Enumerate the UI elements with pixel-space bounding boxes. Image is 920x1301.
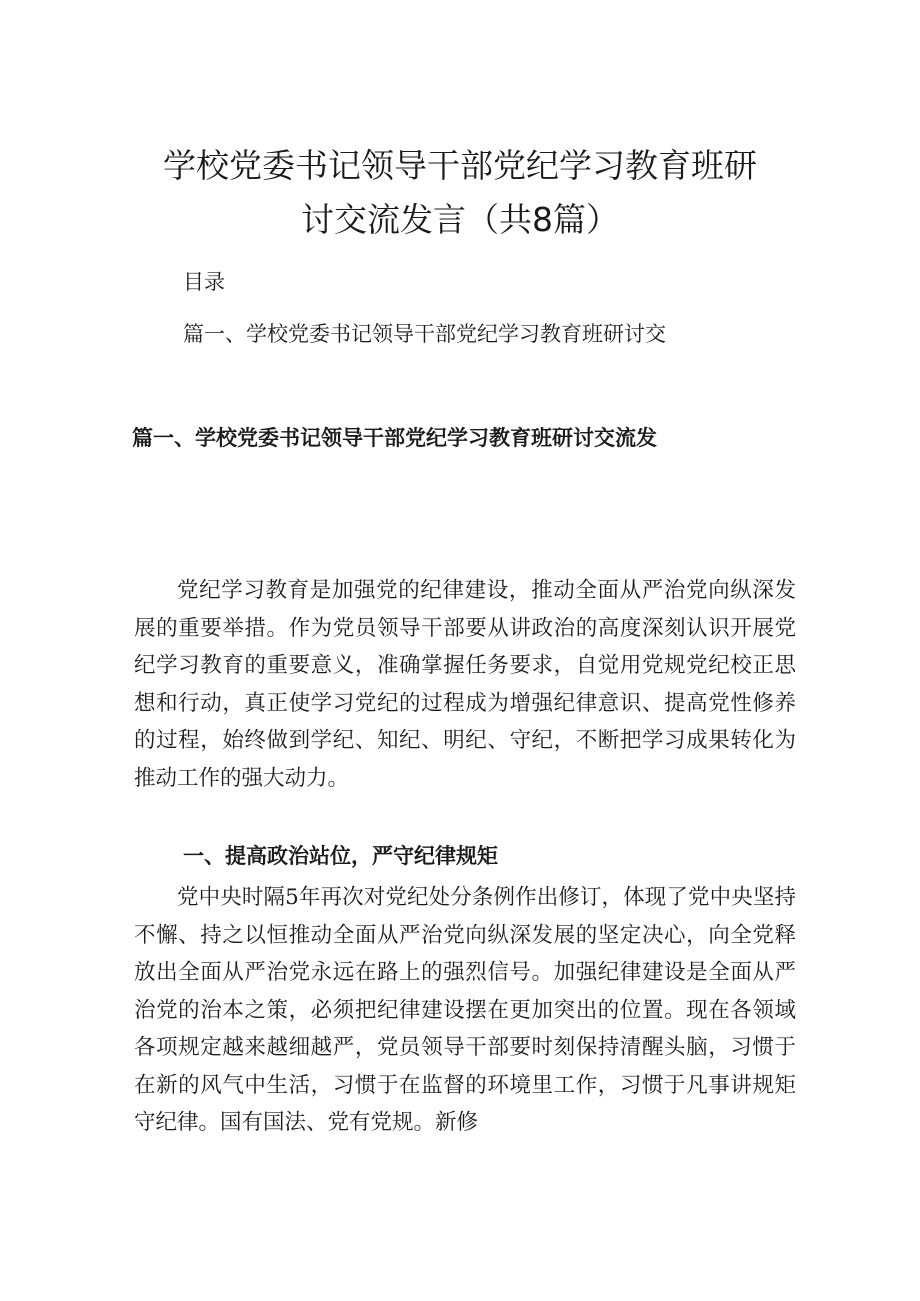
section-heading: 篇一、学校党委书记领导干部党纪学习教育班研讨交流发 xyxy=(132,426,657,450)
document-title-line-1: 学校党委书记领导干部党纪学习教育班研 xyxy=(163,146,757,185)
toc-label: 目录 xyxy=(183,270,225,294)
paragraph-2-container xyxy=(134,879,796,1184)
paragraph-2: 党中央时隔5年再次对党纪处分条例作出修订，体现了党中央坚持不懈、持之以恒推动全面从严治党向纵深发展的坚定决心，向全党释放出全面从严治党永远在路上的强烈信号。加强纪律建设是全面从严治党的治本之策，必须把纪律建设摆在更加突出的位置。现在各领域各项规定越来越细越严，党员领导干部要时刻保持清醒头脑，习惯于在新的风气中生活，习惯于在监督的环境里工作，习惯于凡事讲规矩守纪律。国有国法、党有党规。新修 xyxy=(134,885,796,1135)
document-title-line-2: 讨交流发言（共8篇） xyxy=(301,200,619,239)
paragraph-1: 党纪学习教育是加强党的纪律建设，推动全面从严治党向纵深发展的重要举措。作为党员领导干部要从讲政治的高度深刻认识开展党纪学习教育的重要意义，准确掌握任务要求，自觉用党规党纪校正思想和行动，真正使学习党纪的过程成为增强纪律意识、提高党性修养的过程，始终做到学纪、知纪、明纪、守纪，不断把学习成果转化为推动工作的强大动力。 xyxy=(134,578,796,791)
subheading-1: 一、提高政治站位，严守纪律规矩 xyxy=(183,844,498,868)
toc-item[interactable]: 篇一、学校党委书记领导干部党纪学习教育班研讨交 xyxy=(183,322,666,346)
